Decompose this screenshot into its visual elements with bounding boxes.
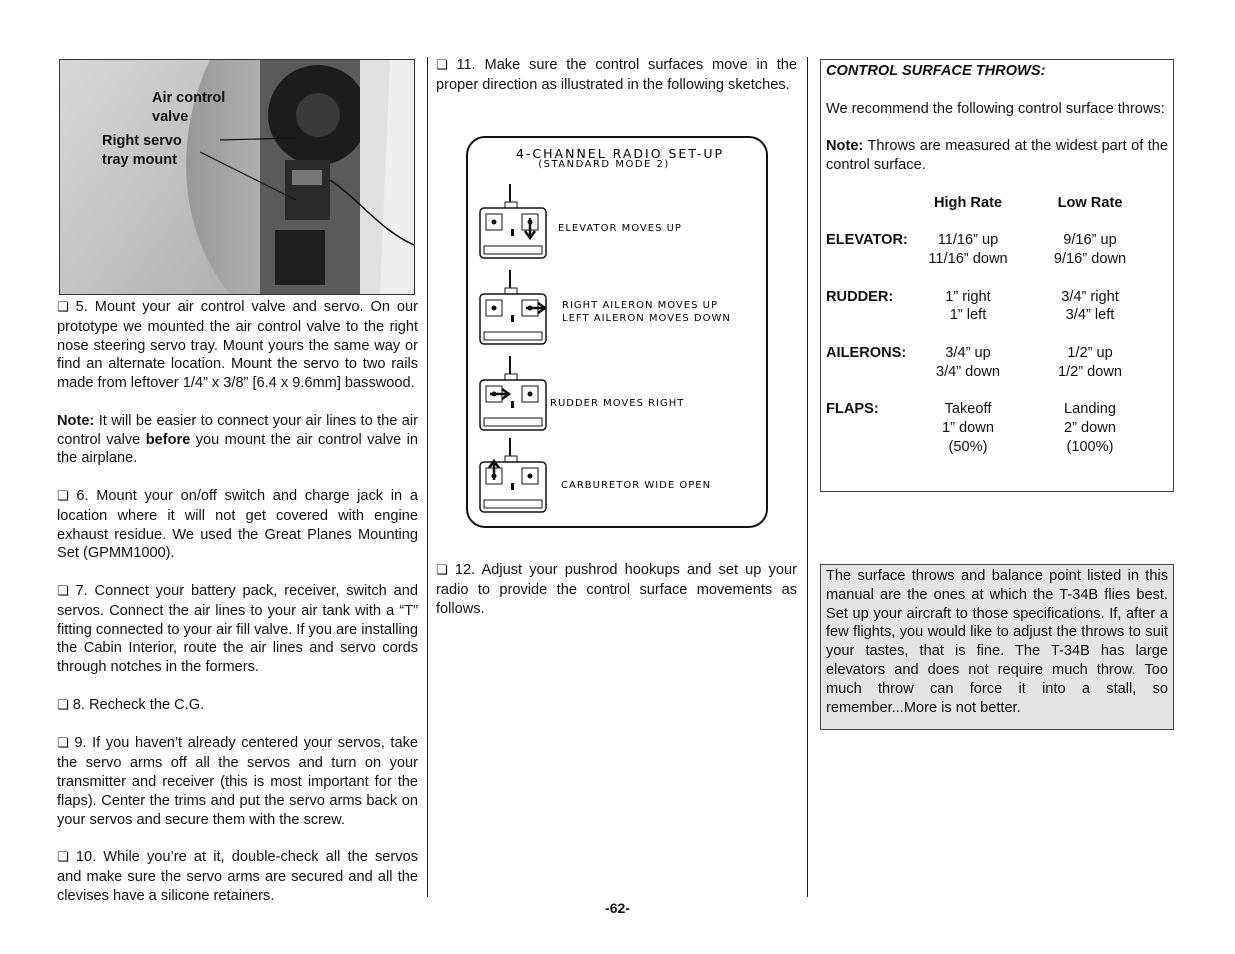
step-9: ❏ 9. If you haven’t already centered your servos, take the servo arms off all the servos and turn on your transmitter and receiver (this is most important for the flaps). Center the trims and put the servo arms back on your servos and secure them with the screw. [57, 735, 418, 828]
servo-tray-photo [59, 59, 415, 295]
elevator-high: 11/16” up 11/16” down [928, 232, 1008, 267]
checkbox-icon[interactable]: ❏ [57, 583, 69, 599]
throws-note: Note: Throws are measured at the widest part of the control surface. [826, 138, 1168, 173]
step-7: ❏ 7. Connect your battery pack, receiver, switch and servos. Connect the air lines to your air tank with a “T” fitting connected to your air fill valve. If you are installing the Cabin Interior, route the air lines and servo cords through notches in the formers. [57, 582, 418, 676]
column-rule-right [807, 57, 808, 897]
elevator-low: 9/16” up 9/16” down [1053, 232, 1127, 267]
checkbox-icon[interactable]: ❏ [57, 850, 69, 866]
photo-label-air-control-valve: Air control valve [152, 90, 226, 125]
caption-rudder: RUDDER MOVES RIGHT [550, 398, 685, 409]
photo-illustration [60, 60, 414, 294]
note-paragraph: Note: It will be easier to connect your air lines to the air control valve before you mount the air control valve in the airplane. [57, 412, 419, 467]
diagram-subtitle: (STANDARD MODE 2) [538, 159, 670, 170]
checkbox-icon[interactable]: ❏ [57, 736, 69, 752]
row-label-elevator: ELEVATOR: [826, 232, 908, 249]
step-12: ❏ 12. Adjust your pushrod hookups and set up your radio to provide the control surface movements as follows. [436, 562, 797, 617]
caption-elevator: ELEVATOR MOVES UP [558, 223, 682, 234]
checkbox-icon[interactable]: ❏ [436, 58, 448, 73]
step-6: ❏ 6. Mount your on/off switch and charge jack in a location where it will not get covered with engine exhaust residue. We used the Great Planes Mounting Set (GPMM1000). [57, 487, 418, 562]
left-column [57, 298, 418, 924]
throws-heading: CONTROL SURFACE THROWS: [826, 63, 1046, 79]
row-label-rudder: RUDDER: [826, 288, 894, 305]
diagram-title: 4-CHANNEL RADIO SET-UP [515, 146, 725, 161]
col-header-high-rate: High Rate [933, 194, 1003, 211]
flaps-high: Takeoff 1” down (50%) [942, 401, 994, 455]
rudder-high: 1” right 1” left [945, 288, 991, 324]
throws-intro: We recommend the following control surface throws: [826, 100, 1165, 117]
caption-left-aileron: LEFT AILERON MOVES DOWN [562, 313, 731, 324]
control-surface-throws-box [820, 59, 1174, 492]
column-rule-left [427, 57, 428, 897]
checkbox-icon[interactable]: ❏ [57, 300, 69, 315]
photo-label-right-servo-tray-mount: Right servo tray mount [102, 133, 182, 168]
row-label-ailerons: AILERONS: [826, 344, 907, 361]
ailerons-low: 1/2” up 1/2” down [1057, 344, 1123, 380]
row-label-flaps: FLAPS: [826, 401, 879, 418]
info-text: The surface throws and balance point listed in this manual are the ones at which the T-34B flies best. Set up your aircraft to those specifications. If, after a few flights, you would like to adjust the throws to suit your tastes, that is fine. The T-34B has large elevators and does not require much throw. Too much throw can force it into a stall, so remember...More is not better. [826, 568, 1168, 716]
step-11: ❏ 11. Make sure the control surfaces move in the proper direction as illustrated in the following sketches. [436, 57, 798, 93]
step-8: ❏ 8. Recheck the C.G. [57, 696, 205, 713]
checkbox-icon[interactable]: ❏ [57, 697, 69, 713]
rudder-low: 3/4” right 3/4” left [1061, 288, 1119, 324]
checkbox-icon[interactable]: ❏ [57, 488, 69, 504]
caption-carburetor: CARBURETOR WIDE OPEN [561, 480, 712, 491]
page-number: -62- [605, 900, 630, 916]
throws-info-box [820, 564, 1174, 730]
col-header-low-rate: Low Rate [1057, 194, 1123, 211]
ailerons-high: 3/4” up 3/4” down [935, 344, 1001, 380]
flaps-low: Landing 2” down (100%) [1064, 401, 1116, 455]
caption-right-aileron: RIGHT AILERON MOVES UP [562, 300, 718, 311]
checkbox-icon[interactable]: ❏ [436, 563, 448, 578]
step-5: ❏ 5. Mount your air control valve and servo. On our prototype we mounted the air control valve to the right nose steering servo tray. Mount yours the same way or find an alternate location. Mount the servo to two rails made from leftover 1/4” x 3/8” [6.4 x 9.6mm] basswood. [57, 299, 418, 392]
step-10: ❏ 10. While you’re at it, double-check all the servos and make sure the servo arms are secured and all the clevises have a silicone retainers. [57, 849, 418, 904]
radio-setup-diagram [466, 136, 768, 528]
throws-table [826, 194, 1168, 457]
